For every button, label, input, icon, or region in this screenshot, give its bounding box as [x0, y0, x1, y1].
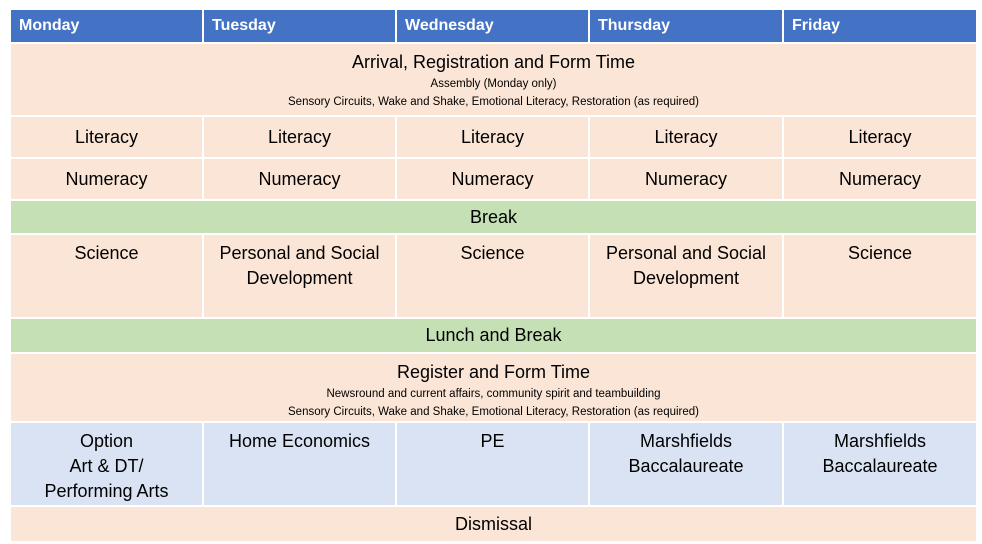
- afternoon-thursday-line-1: Marshfields: [639, 431, 733, 451]
- timetable: [9, 8, 978, 543]
- midday-tuesday-line-1: Personal and Social: [219, 243, 380, 263]
- register-row: [10, 353, 977, 422]
- literacy-row: [10, 116, 977, 158]
- midday-monday-line-1: Science: [74, 243, 139, 263]
- midday-tuesday-line-2: Development: [246, 268, 353, 288]
- lunch-row: [10, 318, 977, 353]
- break-cell: Break: [10, 200, 977, 234]
- numeracy-wednesday: Numeracy: [396, 158, 589, 200]
- day-header-thursday: Thursday: [589, 9, 783, 43]
- register-line-2: Sensory Circuits, Wake and Shake, Emotional Literacy, Restoration (as required): [288, 406, 699, 418]
- afternoon-thursday: [589, 422, 783, 506]
- afternoon-friday: [783, 422, 977, 506]
- afternoon-wednesday-line-1: PE: [480, 431, 505, 451]
- afternoon-monday-line-1: Option: [79, 431, 134, 451]
- midday-thursday-line-1: Personal and Social: [605, 243, 767, 263]
- lunch-cell: Lunch and Break: [10, 318, 977, 353]
- arrival-row: [10, 43, 977, 116]
- midday-thursday: [589, 234, 783, 318]
- midday-row: [10, 234, 977, 318]
- register-line-1: Newsround and current affairs, community spirit and teambuilding: [326, 388, 661, 400]
- literacy-tuesday: Literacy: [203, 116, 396, 158]
- afternoon-friday-line-2: Baccalaureate: [822, 456, 938, 476]
- day-header-monday: Monday: [10, 9, 203, 43]
- afternoon-wednesday: [396, 422, 589, 506]
- day-header-wednesday: Wednesday: [396, 9, 589, 43]
- literacy-friday: Literacy: [783, 116, 977, 158]
- afternoon-monday-line-3: Performing Arts: [44, 481, 169, 501]
- arrival-cell: [10, 43, 977, 116]
- midday-friday-line-1: Science: [847, 243, 913, 263]
- midday-friday: [783, 234, 977, 318]
- numeracy-tuesday: Numeracy: [203, 158, 396, 200]
- midday-wednesday: [396, 234, 589, 318]
- afternoon-tuesday-line-1: Home Economics: [228, 431, 371, 451]
- numeracy-monday: Numeracy: [10, 158, 203, 200]
- afternoon-monday: [10, 422, 203, 506]
- arrival-title: Arrival, Registration and Form Time: [351, 52, 636, 72]
- arrival-line-1: Assembly (Monday only): [430, 78, 557, 90]
- register-cell: [10, 353, 977, 422]
- day-header-tuesday: Tuesday: [203, 9, 396, 43]
- break-row: [10, 200, 977, 234]
- midday-thursday-line-2: Development: [632, 268, 740, 288]
- afternoon-row: [10, 422, 977, 506]
- midday-wednesday-line-1: Science: [460, 243, 525, 263]
- literacy-thursday: Literacy: [589, 116, 783, 158]
- afternoon-tuesday: [203, 422, 396, 506]
- midday-tuesday: [203, 234, 396, 318]
- literacy-monday: Literacy: [10, 116, 203, 158]
- literacy-wednesday: Literacy: [396, 116, 589, 158]
- numeracy-friday: Numeracy: [783, 158, 977, 200]
- numeracy-thursday: Numeracy: [589, 158, 783, 200]
- dismissal-cell: Dismissal: [10, 506, 977, 542]
- day-header-friday: Friday: [783, 9, 977, 43]
- afternoon-thursday-line-2: Baccalaureate: [628, 456, 744, 476]
- day-header-row: [10, 9, 977, 43]
- afternoon-friday-line-1: Marshfields: [833, 431, 927, 451]
- arrival-line-2: Sensory Circuits, Wake and Shake, Emotional Literacy, Restoration (as required): [288, 96, 699, 108]
- register-title: Register and Form Time: [396, 362, 591, 382]
- midday-monday: [10, 234, 203, 318]
- afternoon-monday-line-2: Art & DT/: [69, 456, 144, 476]
- numeracy-row: [10, 158, 977, 200]
- dismissal-row: [10, 506, 977, 542]
